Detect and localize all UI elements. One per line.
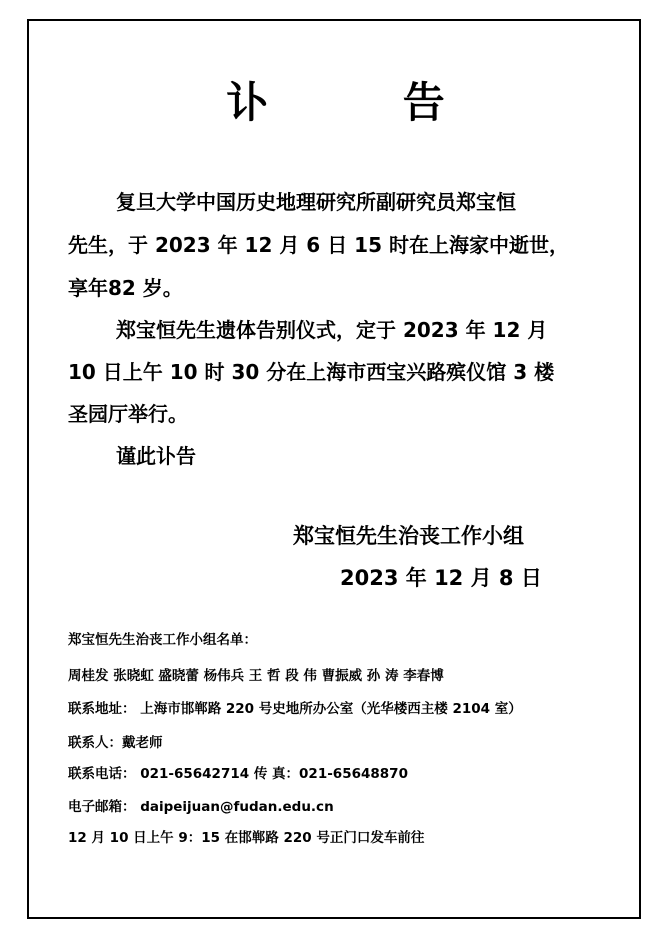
closing-line: 谨此讣告 — [116, 444, 196, 468]
contact-person: 联系人：戴老师 — [68, 735, 163, 751]
paragraph-1-line-3: 享年82 岁。 — [68, 276, 183, 300]
signature-org: 郑宝恒先生治丧工作小组 — [293, 524, 524, 548]
contact-address: 联系地址： 上海市邯郸路 220 号史地所办公室（光华楼西主楼 2104 室） — [68, 701, 522, 717]
bus-departure-note: 12 月 10 日上午 9：15 在邯郸路 220 号正门口发车前往 — [68, 830, 425, 846]
paragraph-1-line-1: 复旦大学中国历史地理研究所副研究员郑宝恒 — [116, 190, 516, 214]
paragraph-2-line-1: 郑宝恒先生遗体告别仪式，定于 2023 年 12 月 — [116, 318, 548, 342]
obituary-frame — [27, 19, 641, 919]
contact-email: 电子邮箱： daipeijuan@fudan.edu.cn — [68, 799, 334, 815]
paragraph-2-line-3: 圣园厅举行。 — [68, 402, 188, 426]
member-list-title: 郑宝恒先生治丧工作小组名单： — [68, 632, 257, 648]
paragraph-1-line-2: 先生，于 2023 年 12 月 6 日 15 时在上海家中逝世， — [68, 233, 569, 257]
member-list: 周桂发 张晓虹 盛晓蕾 杨伟兵 王 哲 段 伟 曹振威 孙 涛 李春博 — [68, 668, 444, 684]
contact-phone-fax: 联系电话： 021-65642714 传 真：021-65648870 — [68, 766, 408, 782]
paragraph-2-line-2: 10 日上午 10 时 30 分在上海市西宝兴路殡仪馆 3 楼 — [68, 360, 555, 384]
signature-date: 2023 年 12 月 8 日 — [340, 566, 542, 590]
notice-title: 讣 告 — [226, 78, 505, 127]
